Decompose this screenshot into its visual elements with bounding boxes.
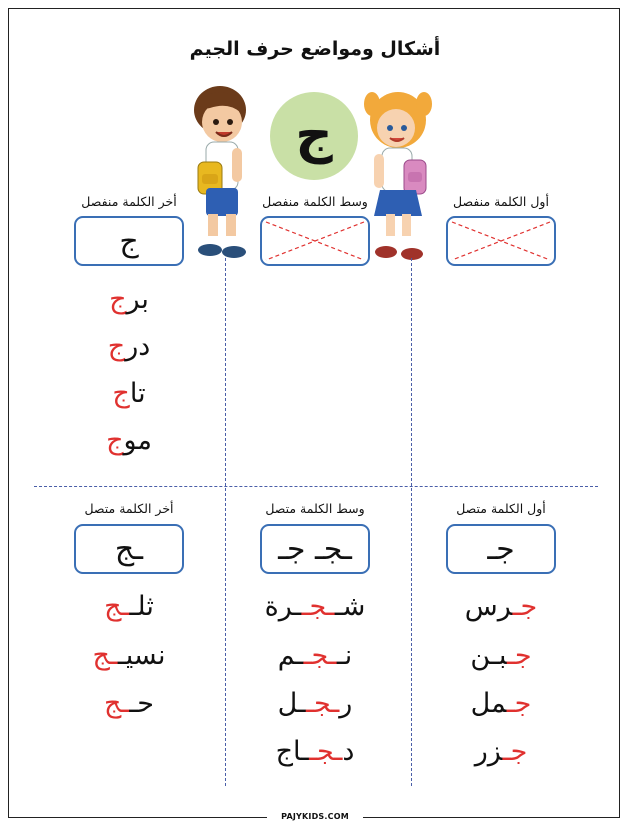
- label-first-separate: أول الكلمة منفصل: [453, 194, 549, 209]
- crossed-out-cell-icon: [448, 218, 554, 264]
- page-title: أشكال ومواضع حرف الجيم: [189, 38, 441, 60]
- word-last-sep-2: درج: [107, 331, 151, 362]
- word-middle-con-4: دـجــاج: [275, 736, 355, 767]
- label-middle-separate: وسط الكلمة منفصل: [262, 194, 368, 209]
- word-last-con-1: ثلــج: [104, 591, 154, 622]
- box-last-separate: [74, 216, 184, 266]
- word-first-con-2: جـبـن: [470, 640, 532, 671]
- word-last-sep-1: برج: [109, 284, 149, 315]
- label-middle-connected: وسط الكلمة متصل: [265, 501, 365, 516]
- box-middle-separate: [260, 216, 370, 266]
- letter-circle: [270, 92, 358, 180]
- word-last-sep-3: تاج: [112, 378, 146, 409]
- footer-site-name[interactable]: PAJYKIDS.COM: [267, 810, 363, 824]
- word-middle-con-3: رـجــل: [277, 688, 353, 719]
- word-first-con-3: جـمل: [470, 688, 532, 719]
- divider-vertical-left: [225, 258, 226, 786]
- word-last-con-3: حــج: [104, 688, 154, 719]
- label-last-connected: أخر الكلمة متصل: [84, 501, 174, 516]
- word-middle-con-2: نــجــم: [277, 640, 353, 671]
- box-last-connected-glyph: ـج: [114, 531, 144, 567]
- box-middle-connected: [260, 524, 370, 574]
- word-first-con-1: جـرس: [464, 591, 538, 622]
- label-first-connected: أول الكلمة متصل: [456, 501, 546, 516]
- crossed-out-cell-icon: [262, 218, 368, 264]
- boy-student-illustration: [180, 82, 252, 262]
- box-last-separate-glyph: ج: [119, 223, 139, 259]
- girl-student-illustration: [360, 84, 438, 262]
- box-middle-connected-glyph: ـجـ جـ: [278, 531, 352, 567]
- word-middle-con-1: شــجــرة: [264, 591, 366, 622]
- box-first-separate: [446, 216, 556, 266]
- word-last-sep-4: موج: [106, 425, 152, 456]
- box-last-connected: [74, 524, 184, 574]
- letter-jeem: ج: [295, 105, 333, 165]
- word-first-con-4: جـزر: [474, 736, 528, 767]
- divider-vertical-right: [411, 258, 412, 786]
- label-last-separate: أخر الكلمة منفصل: [81, 194, 177, 209]
- box-first-connected-glyph: جـ: [487, 531, 515, 567]
- divider-horizontal: [34, 486, 598, 487]
- word-last-con-2: نسيــج: [92, 640, 166, 671]
- box-first-connected: [446, 524, 556, 574]
